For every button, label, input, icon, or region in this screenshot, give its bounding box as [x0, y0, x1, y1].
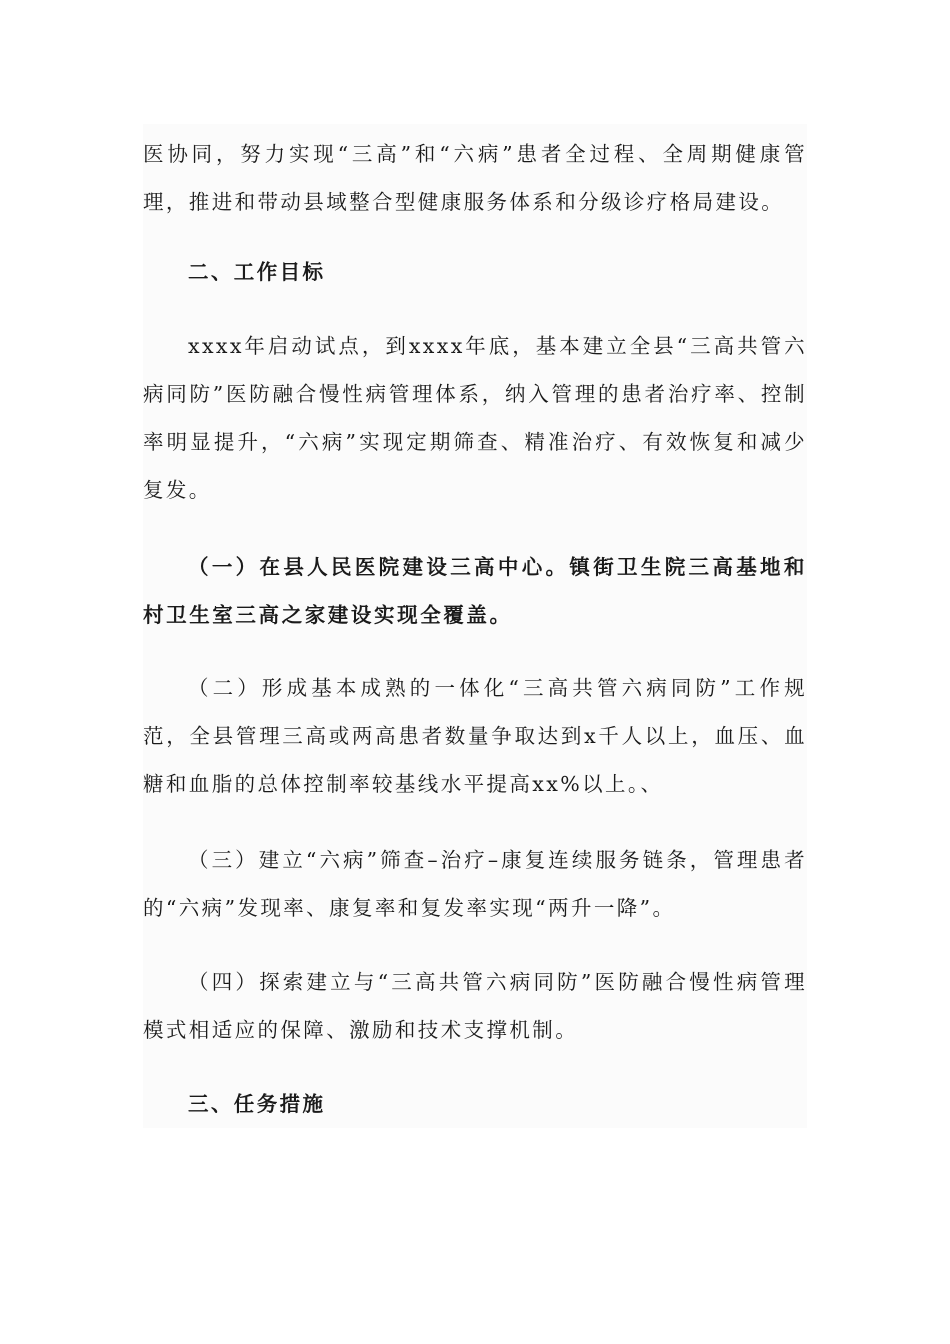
goals-paragraph: xxxx年启动试点，到xxxx年底，基本建立全县“三高共管六病同防”医防融合慢性病管理体系，纳入管理的患者治疗率、控制率明显提升，“六病”实现定期筛查、精准治疗、有效恢复和减少复发。 — [143, 334, 807, 502]
goal-item-3: （三）建立“六病”筛查–治疗–康复连续服务链条，管理患者的“六病”发现率、康复率和复发率实现“两升一降”。 — [143, 848, 807, 920]
document-page — [143, 124, 807, 1128]
intro-paragraph: 医协同，努力实现“三高”和“六病”患者全过程、全周期健康管理，推进和带动县域整合型健康服务体系和分级诊疗格局建设。 — [143, 142, 807, 214]
section-heading-measures: 三、任务措施 — [188, 1092, 326, 1116]
goal-item-4: （四）探索建立与“三高共管六病同防”医防融合慢性病管理模式相适应的保障、激励和技术支撑机制。 — [143, 970, 807, 1042]
goal-item-1: （一）在县人民医院建设三高中心。镇街卫生院三高基地和村卫生室三高之家建设实现全覆盖。 — [143, 555, 807, 627]
goal-item-2: （二）形成基本成熟的一体化“三高共管六病同防”工作规范，全县管理三高或两高患者数量争取达到x千人以上，血压、血糖和血脂的总体控制率较基线水平提高xx%以上。、 — [143, 676, 807, 796]
section-heading-goals: 二、工作目标 — [188, 260, 326, 284]
